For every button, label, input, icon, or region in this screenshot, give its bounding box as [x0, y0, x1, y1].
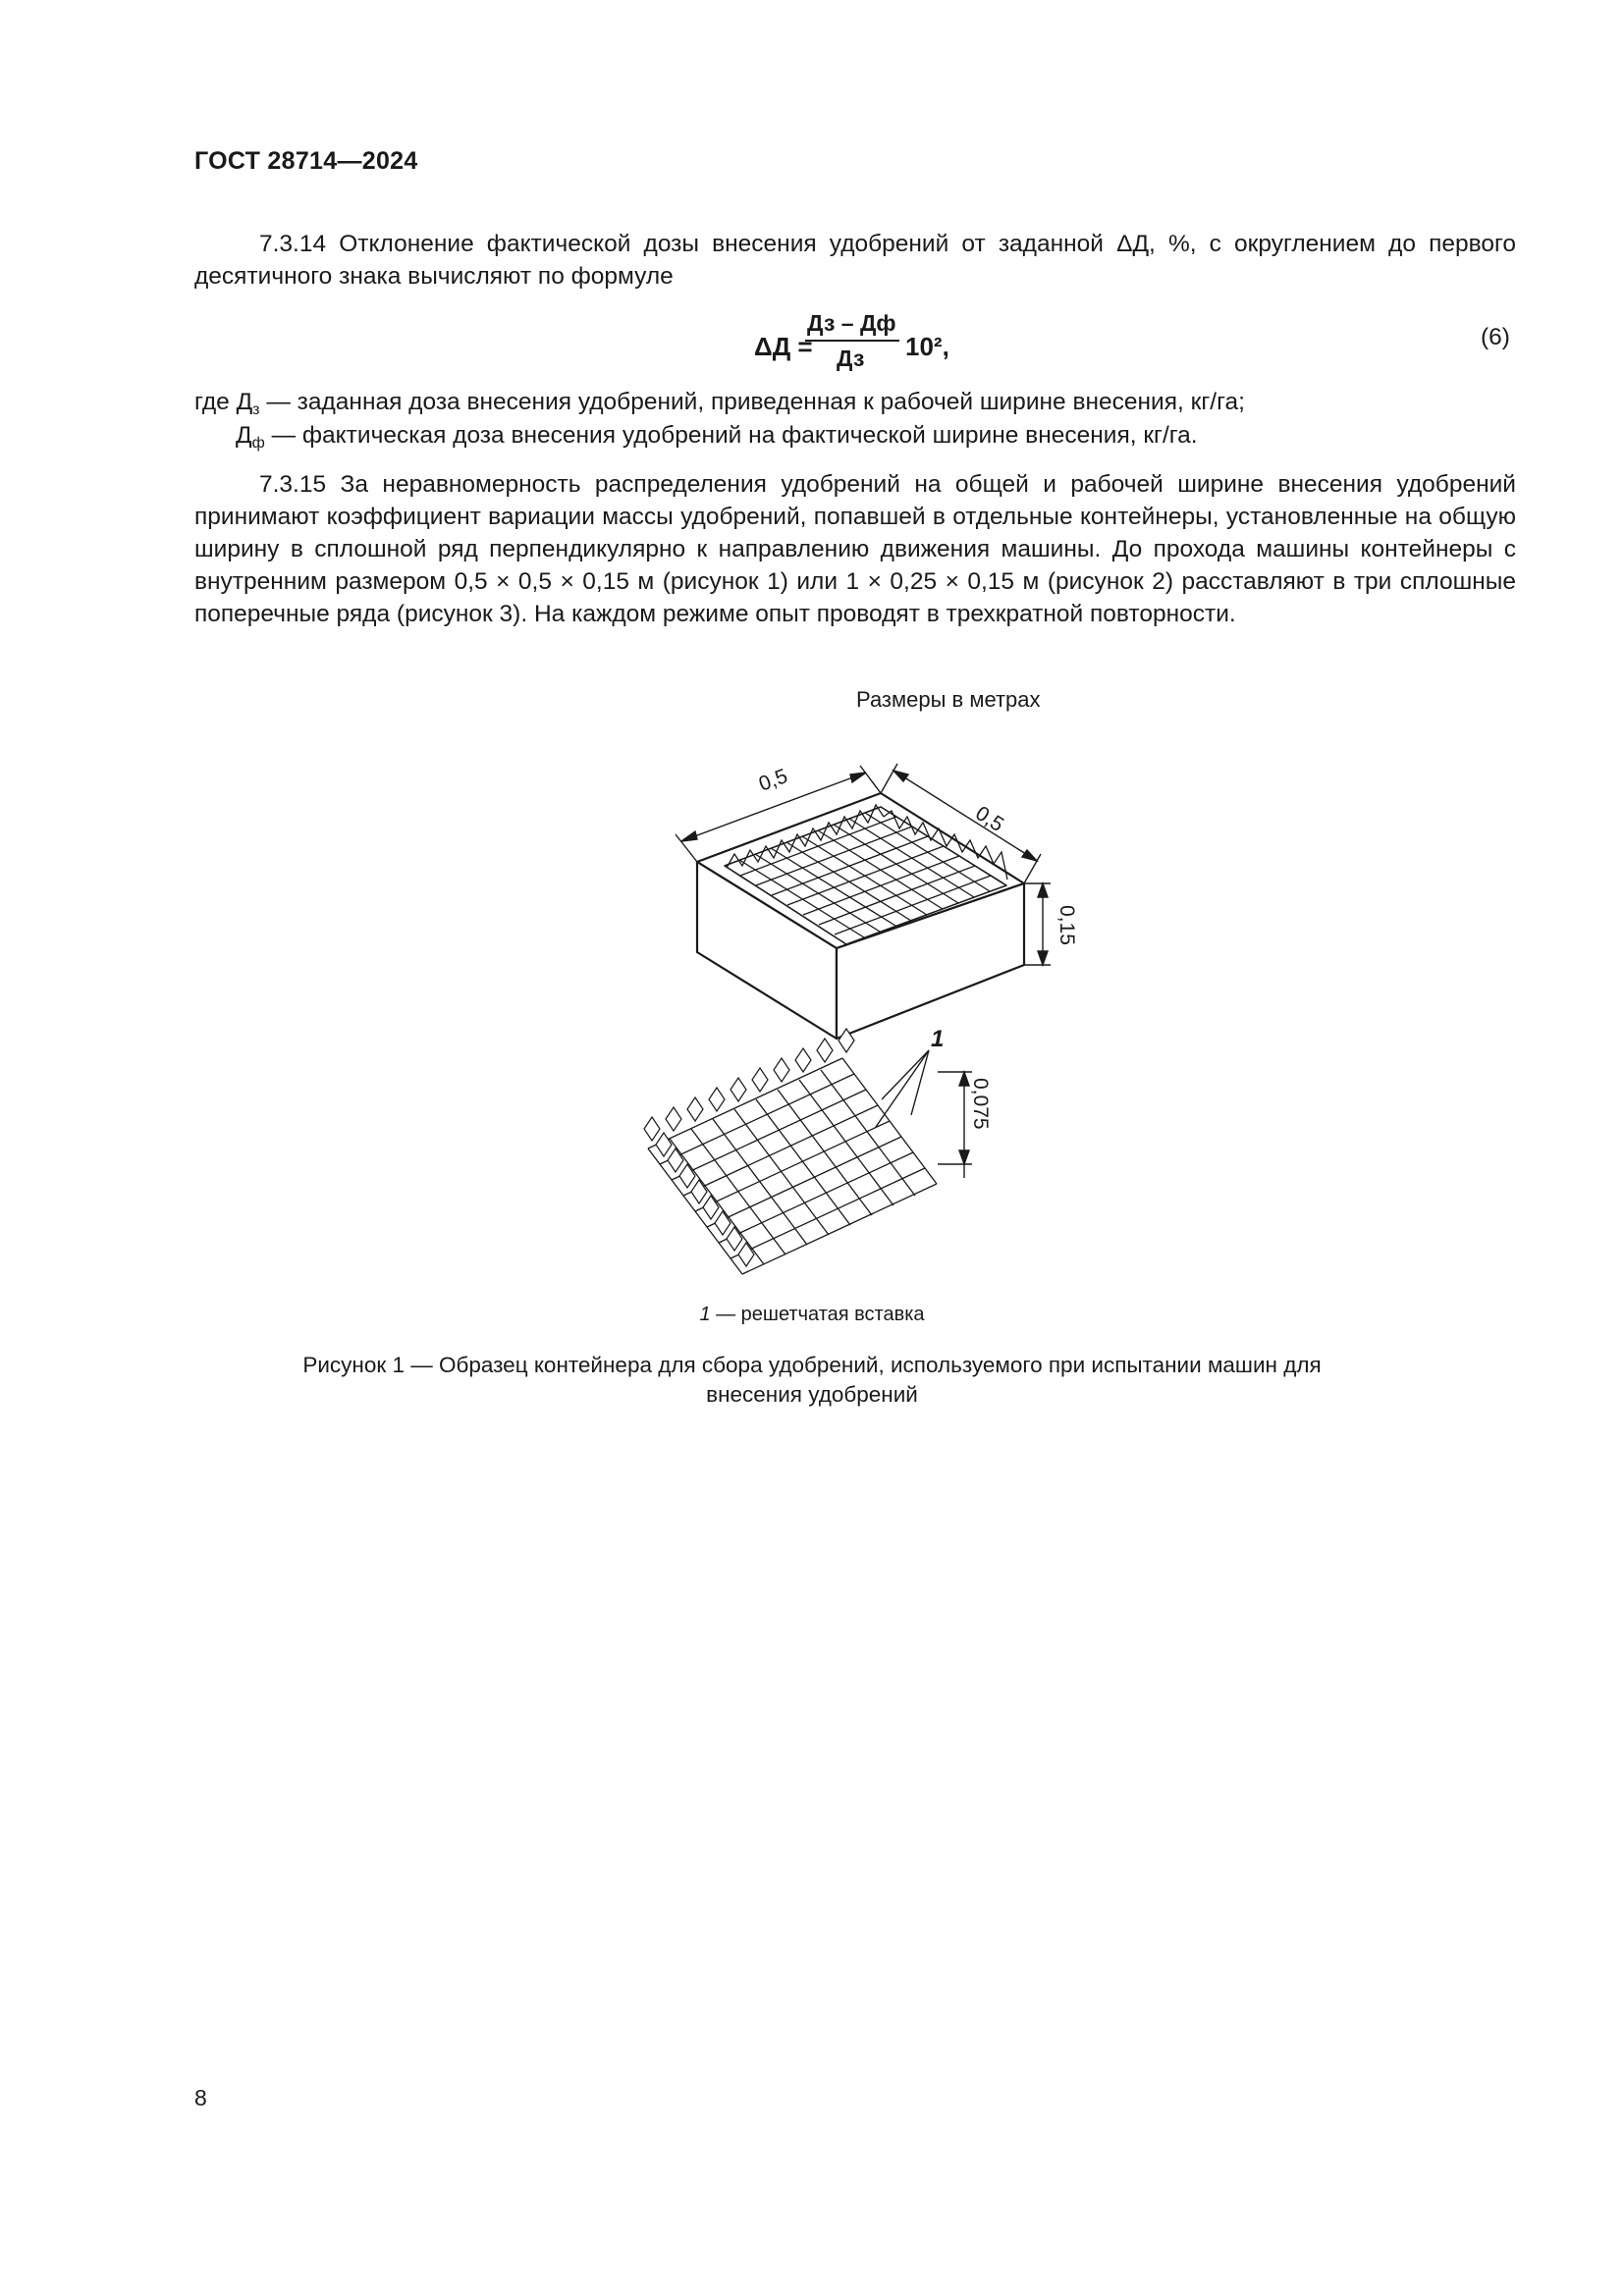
legend-text: — решетчатая вставка [716, 1304, 925, 1325]
where-description: — заданная доза внесения удобрений, приведенная к рабочей ширине внесения, кг/га; [266, 389, 1245, 415]
symbol-actual-dose: $Д_ф$ [236, 422, 265, 452]
where-item-target-dose [194, 389, 1245, 419]
equation-number: (6) [1481, 324, 1510, 350]
dimension-length-label: 0,5 [755, 765, 791, 796]
container-drawing [589, 731, 1078, 1296]
where-item-actual-dose [236, 422, 1198, 453]
dimension-insert-height-label: 0,075 [969, 1078, 992, 1130]
fraction-bar [805, 340, 899, 342]
symbol-target-dose: $Д_з$ [236, 389, 260, 418]
figure-legend [0, 1304, 1624, 1326]
document-header: ГОСТ 28714—2024 [194, 147, 418, 175]
figure-caption: Рисунок 1 — Образец контейнера для сбора удобрений, используемого при испытании машин для внесения удобрений [302, 1353, 1322, 1407]
formula-denominator: Дз [837, 346, 865, 371]
formula-rhs: 10², [905, 332, 949, 361]
paragraph-7-3-14: 7.3.14 Отклонение фактической дозы внесения удобрений от заданной ΔД, %, с округлением до первого десятичного знака вычисляют по формуле [194, 231, 1516, 290]
figure-units-note: Размеры в метрах [856, 687, 1041, 712]
where-prefix: где [194, 389, 230, 415]
dimension-width [881, 764, 1041, 883]
formula-numerator: Дз – Дф [807, 310, 896, 336]
callout-number: 1 [931, 1026, 945, 1052]
formula-lhs: ΔД = [754, 332, 813, 361]
page-number: 8 [194, 2085, 207, 2110]
dimension-width-label: 0,5 [971, 801, 1008, 837]
paragraph-7-3-15: 7.3.15 За неравномерность распределения удобрений на общей и рабочей ширине внесения удобрений принимают коэффициент вариации массы удобрений, попавшей в отдельные контейнеры, установленные на общую ширину в сплошной ряд перпендикулярно к направлению движения машины. До прохода машины контейнеры с внутренним размером 0,5 × 0,5 × 0,15 м (рисунок 1) или 1 × 0,25 × 0,15 м (рисунок 2) расставляют в три сплошные поперечные ряда (рисунок 3). На каждом режиме опыт проводят в трехкратной повторности. [194, 471, 1516, 627]
container-front-face [697, 862, 837, 1039]
where-description: — фактическая доза внесения удобрений на фактической ширине внесения, кг/га. [271, 422, 1198, 449]
legend-number: 1 [699, 1304, 711, 1325]
dimension-height-label: 0,15 [1056, 905, 1078, 945]
dimension-height [1024, 883, 1051, 965]
grid-insert [648, 1058, 937, 1274]
callout-leader [876, 1050, 929, 1127]
dimension-insert-height [938, 1072, 972, 1178]
formula-6 [754, 306, 990, 385]
